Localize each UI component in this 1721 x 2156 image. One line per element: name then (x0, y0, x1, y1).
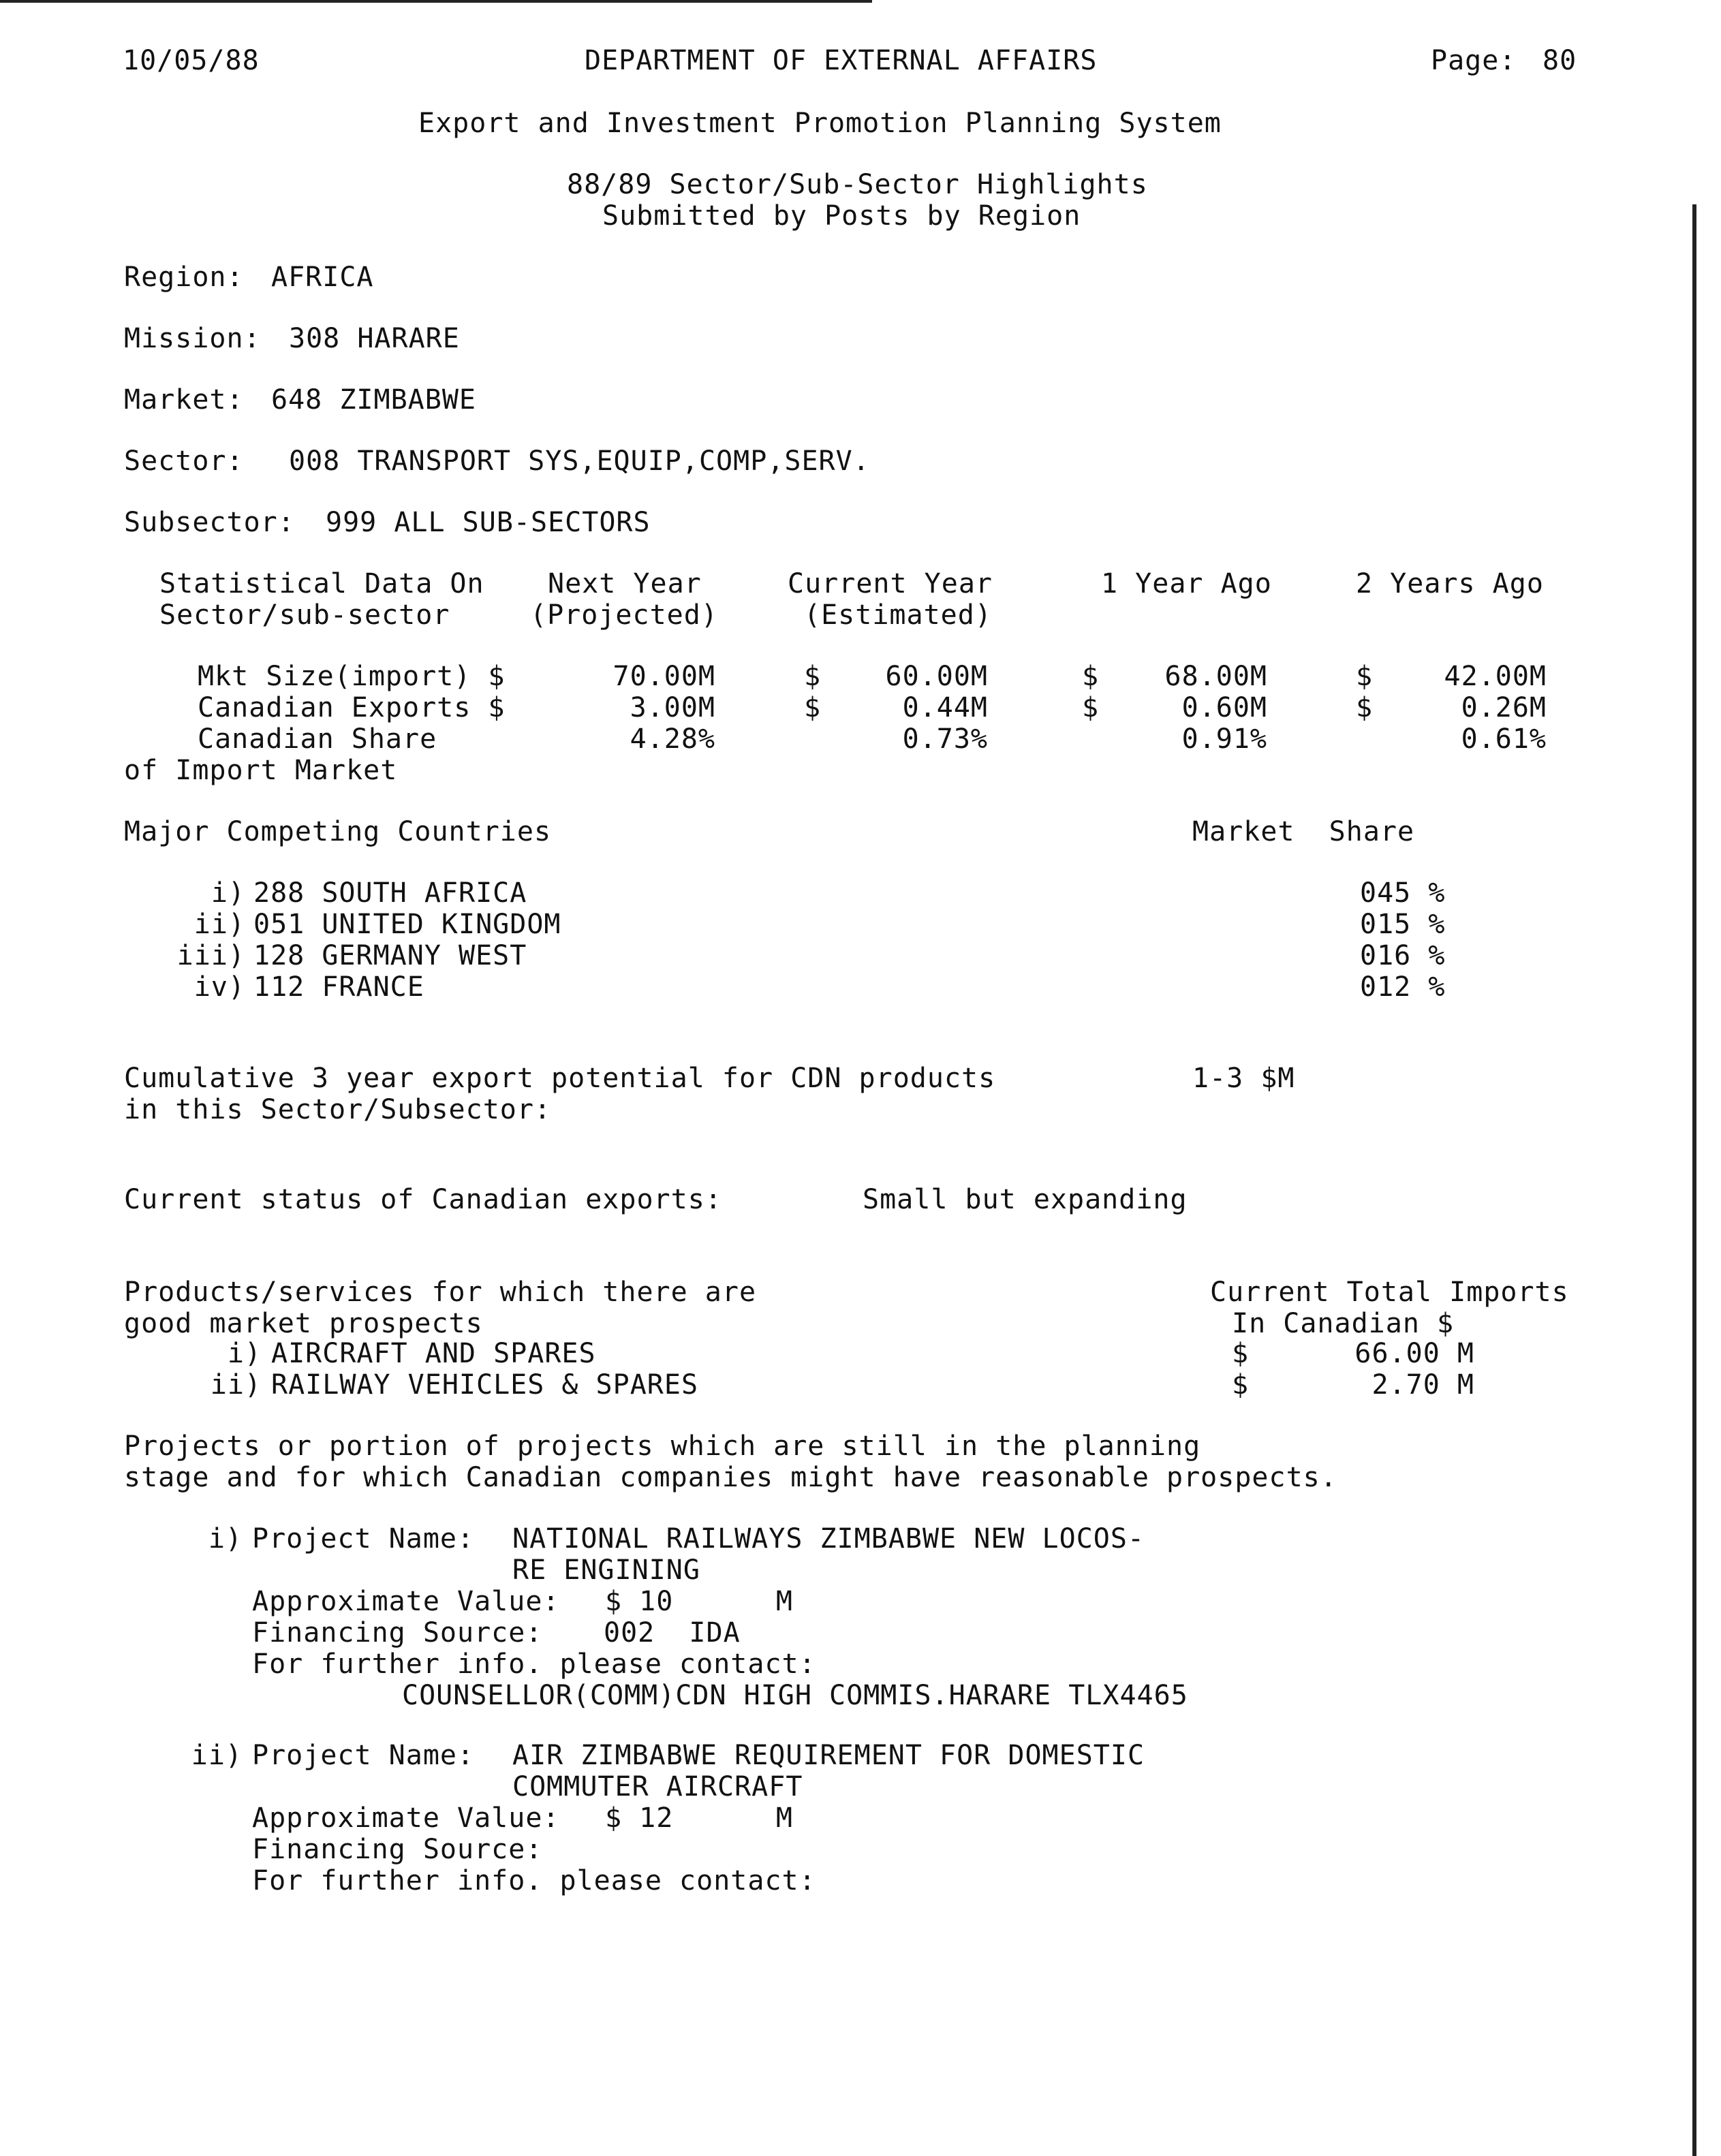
cell-share-current-year: 0.73% (902, 723, 988, 755)
row-label-canadian-share: Canadian Share (198, 723, 437, 755)
export-potential-label-1: Cumulative 3 year export potential for CDN products (124, 1063, 996, 1094)
competitor-share: 015 % (1360, 909, 1446, 940)
column-header-2-years-ago: 2 Years Ago (1356, 568, 1544, 599)
projects-intro-2: stage and for which Canadian companies might have reasonable prospects. (124, 1462, 1337, 1493)
scan-right-edge (1692, 204, 1696, 2156)
competitor-name: 051 UNITED KINGDOM (253, 909, 561, 940)
competitor-number: iii) (176, 940, 245, 971)
cell-mkt-size-1-year-ago: 68.00M (1164, 661, 1267, 692)
subsector-label: Subsector: (124, 507, 295, 538)
cell-exports-current-year: 0.44M (902, 692, 988, 723)
report-date: 10/05/88 (123, 45, 260, 76)
stats-heading-1: Statistical Data On (159, 568, 484, 599)
share-suffix-label: of Import Market (124, 755, 398, 786)
market-label: Market: (124, 384, 244, 416)
competitor-share: 012 % (1360, 971, 1446, 1003)
subsector-value: 999 ALL SUB-SECTORS (326, 507, 651, 538)
products-label-2: good market prospects (124, 1308, 483, 1339)
product-number: i) (227, 1338, 262, 1369)
competitors-heading: Major Competing Countries (124, 816, 552, 847)
contact-value: COUNSELLOR(COMM)CDN HIGH COMMIS.HARARE TLX4465 (402, 1680, 1188, 1711)
cell-mkt-size-current-year: 60.00M (885, 661, 988, 692)
market-value: 648 ZIMBABWE (271, 384, 476, 416)
competitor-share: 045 % (1360, 877, 1446, 909)
contact-label: For further info. please contact: (252, 1649, 816, 1680)
export-status-value: Small but expanding (863, 1184, 1188, 1215)
imports-heading-2: In Canadian $ (1232, 1308, 1455, 1339)
department-title: DEPARTMENT OF EXTERNAL AFFAIRS (585, 45, 1098, 76)
imports-heading-1: Current Total Imports (1210, 1277, 1569, 1308)
cell-exports-2-years-currency: $ (1356, 692, 1374, 723)
region-label: Region: (124, 262, 244, 293)
market-share-heading: Market Share (1192, 816, 1415, 847)
products-label-1: Products/services for which there are (124, 1277, 757, 1308)
cell-exports-2-years-ago: 0.26M (1461, 692, 1547, 723)
competitor-number: iv) (193, 971, 245, 1003)
project-number: ii) (191, 1740, 243, 1771)
competitor-name: 112 FRANCE (253, 971, 424, 1003)
product-name: AIRCRAFT AND SPARES (271, 1338, 596, 1369)
column-header-current-year-sub: (Estimated) (804, 599, 992, 631)
report-subtitle: Submitted by Posts by Region (602, 200, 1081, 232)
system-title: Export and Investment Promotion Planning System (418, 108, 1222, 139)
competitor-share: 016 % (1360, 940, 1446, 971)
financing-source-label: Financing Source: (252, 1617, 543, 1649)
sector-value: 008 TRANSPORT SYS,EQUIP,COMP,SERV. (289, 446, 870, 477)
region-value: AFRICA (271, 262, 374, 293)
competitor-number: ii) (193, 909, 245, 940)
approximate-value-label: Approximate Value: (252, 1586, 560, 1617)
cell-share-next-year: 4.28% (630, 723, 715, 755)
sector-label: Sector: (124, 446, 244, 477)
product-name: RAILWAY VEHICLES & SPARES (271, 1369, 699, 1401)
cell-exports-current-currency: $ (804, 692, 822, 723)
project-name-continued: COMMUTER AIRCRAFT (512, 1771, 803, 1802)
cell-mkt-size-current-currency: $ (804, 661, 822, 692)
projects-intro-1: Projects or portion of projects which are still in the planning (124, 1431, 1201, 1462)
contact-label: For further info. please contact: (252, 1865, 816, 1896)
project-name: NATIONAL RAILWAYS ZIMBABWE NEW LOCOS- (512, 1523, 1145, 1554)
competitor-name: 128 GERMANY WEST (253, 940, 527, 971)
page-number: 80 (1542, 45, 1577, 76)
column-header-next-year-sub: (Projected) (530, 599, 718, 631)
mission-label: Mission: (124, 323, 261, 354)
project-name: AIR ZIMBABWE REQUIREMENT FOR DOMESTIC (512, 1740, 1145, 1771)
page-label: Page: (1431, 45, 1517, 76)
approximate-value: $ 10 M (605, 1586, 793, 1617)
project-name-continued: RE ENGINING (512, 1554, 700, 1586)
product-import-value: 2.70 M (1371, 1369, 1474, 1401)
product-import-value: 66.00 M (1354, 1338, 1474, 1369)
approximate-value: $ 12 M (605, 1802, 793, 1834)
approximate-value-label: Approximate Value: (252, 1802, 560, 1834)
competitor-number: i) (211, 877, 245, 909)
cell-exports-next-year: 3.00M (630, 692, 715, 723)
column-header-next-year: Next Year (548, 568, 702, 599)
project-name-label: Project Name: (252, 1523, 475, 1554)
cell-mkt-size-2-years-ago: 42.00M (1444, 661, 1547, 692)
export-potential-label-2: in this Sector/Subsector: (124, 1094, 552, 1125)
export-status-label: Current status of Canadian exports: (124, 1184, 722, 1215)
cell-exports-1-year-ago: 0.60M (1181, 692, 1267, 723)
product-number: ii) (210, 1369, 262, 1401)
row-label-canadian-exports: Canadian Exports $ (198, 692, 506, 723)
row-label-mkt-size: Mkt Size(import) $ (198, 661, 506, 692)
cell-share-1-year-ago: 0.91% (1181, 723, 1267, 755)
cell-exports-1-year-currency: $ (1082, 692, 1100, 723)
mission-value: 308 HARARE (289, 323, 460, 354)
competitor-name: 288 SOUTH AFRICA (253, 877, 527, 909)
financing-source-label: Financing Source: (252, 1834, 543, 1865)
report-title: 88/89 Sector/Sub-Sector Highlights (567, 169, 1148, 200)
stats-heading-2: Sector/sub-sector (159, 599, 450, 631)
project-name-label: Project Name: (252, 1740, 475, 1771)
export-potential-value: 1-3 $M (1192, 1063, 1295, 1094)
cell-mkt-size-2-years-currency: $ (1356, 661, 1374, 692)
column-header-current-year: Current Year (788, 568, 993, 599)
project-number: i) (208, 1523, 243, 1554)
cell-share-2-years-ago: 0.61% (1461, 723, 1547, 755)
product-currency: $ (1232, 1338, 1250, 1369)
cell-mkt-size-next-year: 70.00M (613, 661, 715, 692)
product-currency: $ (1232, 1369, 1250, 1401)
cell-mkt-size-1-year-currency: $ (1082, 661, 1100, 692)
scan-top-edge (0, 0, 872, 3)
column-header-1-year-ago: 1 Year Ago (1101, 568, 1272, 599)
financing-source: 002 IDA (604, 1617, 741, 1649)
